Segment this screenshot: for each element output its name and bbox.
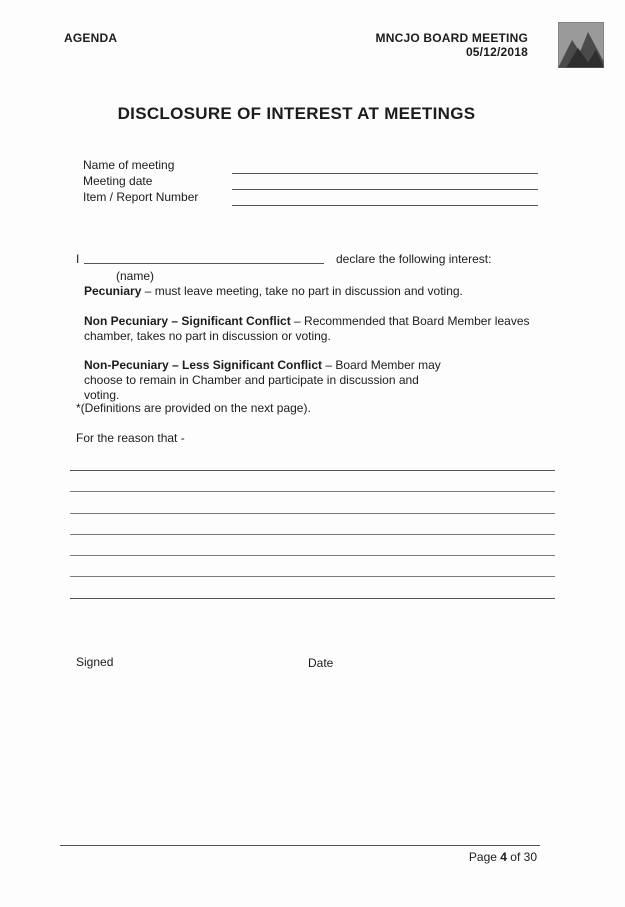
- reason-line[interactable]: [70, 534, 555, 535]
- declare-suffix: declare the following interest:: [336, 252, 492, 266]
- interest-non-pecuniary-less-significant: [84, 358, 454, 403]
- reason-line[interactable]: [70, 491, 555, 492]
- interest-non-pecuniary-significant: [84, 314, 544, 344]
- name-of-meeting-field[interactable]: [232, 173, 538, 174]
- interest-term: Non-Pecuniary – Less Significant Conflict: [84, 358, 323, 372]
- declare-prefix: I: [76, 252, 80, 266]
- page-prefix: Page: [468, 850, 497, 864]
- reason-line[interactable]: [70, 470, 555, 471]
- page-title: DISCLOSURE OF INTEREST AT MEETINGS: [117, 104, 476, 123]
- page-current: 4: [500, 850, 507, 864]
- page-suffix: of 30: [510, 850, 537, 864]
- declarant-name-field[interactable]: [84, 263, 324, 264]
- interest-description: – Recommended that Board Member leaves chamber, takes no part in discussion or voting.: [84, 314, 530, 343]
- meeting-date: 05/12/2018: [465, 45, 528, 59]
- reason-line[interactable]: [70, 576, 555, 577]
- interest-term: Non Pecuniary – Significant Conflict: [84, 314, 291, 328]
- footer-rule: [60, 845, 540, 846]
- meeting-date-field[interactable]: [232, 189, 538, 190]
- name-of-meeting-label: Name of meeting: [83, 158, 175, 172]
- report-number-label: Item / Report Number: [83, 190, 199, 204]
- name-caption: (name): [116, 269, 155, 283]
- meeting-title: MNCJO BOARD MEETING: [375, 31, 528, 45]
- interest-description: – must leave meeting, take no part in discussion and voting.: [141, 284, 463, 298]
- reason-line[interactable]: [70, 513, 555, 514]
- mountain-logo-icon: [558, 22, 604, 68]
- report-number-field[interactable]: [232, 205, 538, 206]
- page-number: [469, 850, 537, 865]
- reason-line[interactable]: [70, 598, 555, 599]
- agenda-label: AGENDA: [64, 31, 118, 45]
- definitions-note: *(Definitions are provided on the next page).: [76, 401, 311, 415]
- interest-term: Pecuniary: [84, 284, 142, 298]
- signed-label: Signed: [76, 655, 114, 669]
- meeting-date-label: Meeting date: [83, 174, 153, 188]
- interest-description: – Board Member may choose to remain in Chamber and participate in discussion and voting.: [84, 358, 441, 402]
- date-label: Date: [308, 656, 334, 670]
- reason-label: For the reason that -: [76, 431, 185, 445]
- reason-line[interactable]: [70, 555, 555, 556]
- interest-pecuniary: [84, 284, 544, 299]
